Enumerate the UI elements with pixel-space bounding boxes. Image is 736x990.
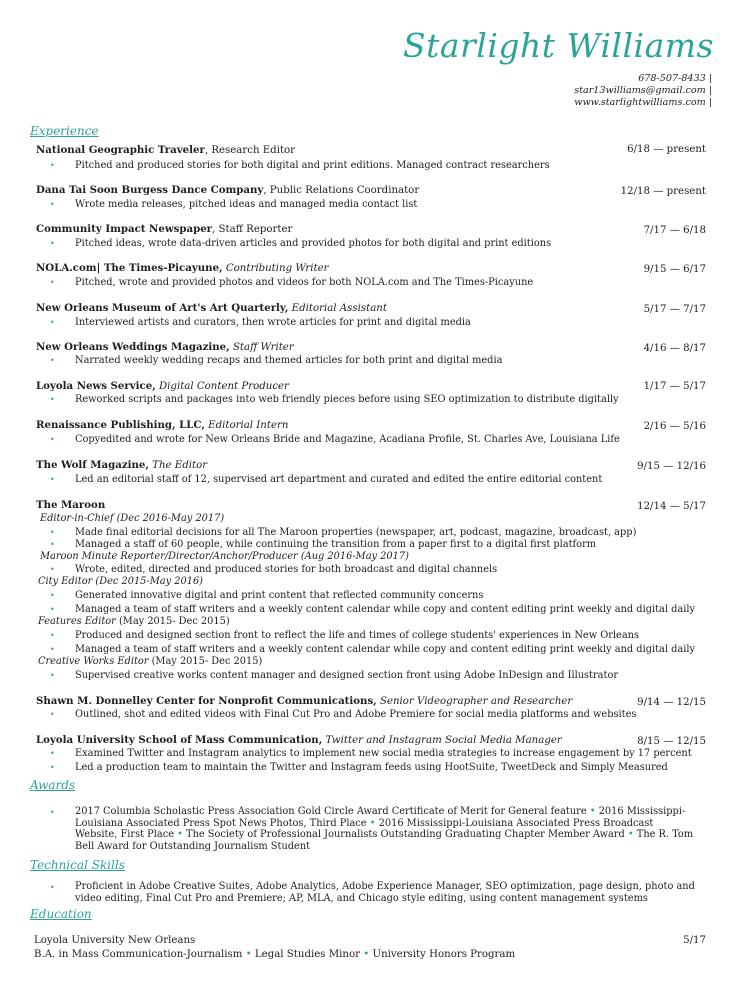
contact-email: star13williams@gmail.com | xyxy=(574,85,712,96)
job-title xyxy=(36,419,288,431)
job-title xyxy=(36,695,572,707)
contact-phone: 678-507-8433 | xyxy=(638,73,712,84)
job-role: Digital Content Producer xyxy=(155,381,289,392)
skills-bullet: • xyxy=(50,883,55,892)
education-date: 5/17 xyxy=(683,935,706,946)
education-degree-line: B.A. in Mass Communication-Journalism • Legal Studies Minor • University Honors Program xyxy=(34,949,516,960)
section-heading-education: Education xyxy=(30,907,92,921)
contact-website: www.starlightwilliams.com | xyxy=(574,97,712,108)
maroon-role-title: Creative Works Editor (May 2015- Dec 2015) xyxy=(38,656,263,667)
job-title xyxy=(36,302,387,314)
job-date: 1/17 — 5/17 xyxy=(643,381,706,392)
job-org: The Maroon xyxy=(36,499,106,511)
job-role: Editorial Intern xyxy=(204,420,289,431)
job-title xyxy=(36,499,105,511)
job-date: 9/14 — 12/15 xyxy=(637,697,706,708)
skills-text: Proficient in Adobe Creative Suites, Adobe Analytics, Adobe Experience Manager, SEO optimization, page design, photo and video editing, Final Cut Pro and Premiere; AP, MLA, and Chicago style editing, using content management systems xyxy=(75,881,695,904)
job-org: Community Impact Newspaper xyxy=(36,223,213,235)
education-school: Loyola University New Orleans xyxy=(34,935,196,946)
section-heading-awards: Awards xyxy=(30,778,76,792)
section-heading-experience: Experience xyxy=(30,124,99,138)
job-date: 7/17 — 6/18 xyxy=(643,225,706,236)
job-date: 8/15 — 12/15 xyxy=(637,736,706,747)
section-heading-technical-skills: Technical Skills xyxy=(30,858,125,872)
awards-text: 2017 Columbia Scholastic Press Association Gold Circle Award Certificate of Merit for General feature • 2016 Mississippi-Louisiana Associated Press Spot News Photos, Third Place • 2016 Mississippi-Louisiana Associated Press Broadcast Website, First Place • The Society of Professional Journalists Outstanding Graduating Chapter Member Award • The R. Tom Bell Award for Outstanding Journalism Student xyxy=(75,806,694,852)
job-role: Staff Writer xyxy=(229,342,294,353)
job-org: Loyola News Service, xyxy=(36,380,156,392)
job-role: Senior Videographer and Researcher xyxy=(376,696,573,707)
maroon-role-title: Maroon Minute Reporter/Director/Anchor/Producer (Aug 2016-May 2017) xyxy=(40,551,409,562)
job-role: , Staff Reporter xyxy=(212,224,293,235)
maroon-role-title: Editor-in-Chief (Dec 2016-May 2017) xyxy=(40,513,225,524)
job-title xyxy=(36,380,289,392)
job-org: Dana Tai Soon Burgess Dance Company xyxy=(36,184,264,196)
job-role: , Public Relations Coordinator xyxy=(263,185,420,196)
job-org: Shawn M. Donnelley Center for Nonprofit Communications, xyxy=(36,695,377,707)
resume-page: Starlight Williams 678-507-8433 | star13williams@gmail.com | www.starlightwilliams.com | Experience National Geographic Traveler, Research Editor 6/18 — present • Pitched and produced stories for both digital and print editions. Managed contract researchers Dana Tai Soon Burgess Dance Company, Public Relations Coordinator 12/18 — present • Wrote media releases, pitched ideas and managed media contact list Community Impact Newspaper, Staff Reporter 7/17 — 6/18 • Pitched ideas, wrote data-driven articles and provided photos for both digital and print editions NOLA.com| The Times-Picayune, Contributing Writer 9/15 — 6/17 • Pitched, wrote and provided photos and videos for both NOLA.com and The Times-Picayune New Orleans Museum of Art's Art Quarterly, Editorial Assistant 5/17 — 7/17 • Interviewed artists and curators, then wrote articles for print and digital media New Orleans Weddings Magazine, Staff Writer 4/16 — 8/17 • Narrated weekly wedding recaps and themed articles for both print and digital media Loyola News Service, Digital Content Producer 1/17 — 5/17 • Reworked scripts and packages into web friendly pieces before using SEO optimization to distribute digitally Renaissance Publishing, LLC, Editorial Intern 2/16 — 5/16 • Copyedited and wrote for New Orleans Bride and Magazine, Acadiana Profile, St. Charles Ave, Louisiana Life The Wolf Magazine, The Editor 9/15 — 12/16 • Led an editorial staff of 12, supervised art department and curated and edited the entire editorial content The Maroon 12/14 — 5/17 Editor-in-Chief (Dec 2016-May 2017) • Made final editorial decisions for all The Maroon properties (newspaper, art, podcast, magazine, broadcast, app) • Managed a staff of 60 people, while continuing the transition from a paper first to a digital first platform Maroon Minute Reporter/Director/Anchor/Producer (Aug 2016-May 2017) • Wrote, edited, directed and produced stories for both broadcast and digital channels City Editor (Dec 2015-May 2016) • Generated innovative digital and print content that reflected community concerns • Managed a team of staff writers and a weekly content calendar while copy and content editing print weekly and digital daily Features Editor (May 2015- Dec 2015) • Produced and designed section front to reflect the life and times of college students' experiences in New Orleans • Managed a team of staff writers and a weekly content calendar while copy and content editing print weekly and digital daily Creative Works Editor (May 2015- Dec 2015) • Supervised creative works content manager and designed section front using Adobe InDesign and Illustrator Shawn M. Donnelley Center for Nonprofit Communications, Senior Videographer and Researcher 9/14 — 12/15 • Outlined, shot and edited videos with Final Cut Pro and Adobe Premiere for social media platforms and websites Loyola University School of Mass Communication, Twitter and Instagram Social Media Manager 8/15 — 12/15 • Examined Twitter and Instagram analytics to implement new social media strategies to increase engagement by 17 percent • Led a production team to maintain the Twitter and Instagram feeds using HootSuite, TweetDeck and Simply Measured Awards • 2017 Columbia Scholastic Press Association Gold Circle Award Certificate of Merit for General feature • 2016 Mississippi-Louisiana Associated Press Spot News Photos, Third Place • 2016 Mississippi-Louisiana Associated Press Broadcast Website, First Place • The Society of Professional Journalists Outstanding Graduating Chapter Member Award • The R. Tom Bell Award for Outstanding Journalism Student Technical Skills • Proficient in Adobe Creative Suites, Adobe Analytics, Adobe Experience Manager, SEO optimization, page design, photo and video editing, Final Cut Pro and Premiere; AP, MLA, and Chicago style editing, using content management systems Education Loyola University New Orleans 5/17 B.A. in Mass Communication-Journalism • Legal Studies Minor • University Honors Program xyxy=(30,26,714,960)
job-title xyxy=(36,734,562,746)
job-org: New Orleans Museum of Art's Art Quarterly, xyxy=(36,302,289,314)
job-role: Editorial Assistant xyxy=(288,303,387,314)
job-date: 12/18 — present xyxy=(620,186,706,197)
job-role: Contributing Writer xyxy=(222,263,329,274)
job-org: National Geographic Traveler xyxy=(36,144,205,156)
job-org: New Orleans Weddings Magazine, xyxy=(36,341,230,353)
job-org: Loyola University School of Mass Communication, xyxy=(36,734,323,746)
job-title xyxy=(36,184,419,196)
job-title xyxy=(36,144,295,156)
job-date: 6/18 — present xyxy=(627,144,706,155)
job-date: 5/17 — 7/17 xyxy=(643,304,706,315)
job-date: 2/16 — 5/16 xyxy=(643,421,706,432)
job-title xyxy=(36,223,292,235)
job-date: 12/14 — 5/17 xyxy=(637,501,706,512)
job-date: 4/16 — 8/17 xyxy=(643,343,706,354)
job-org: NOLA.com| The Times-Picayune, xyxy=(36,262,223,274)
awards-bullet: • xyxy=(50,808,55,817)
job-role: Twitter and Instagram Social Media Manager xyxy=(322,735,562,746)
job-role: The Editor xyxy=(148,460,208,471)
job-title xyxy=(36,262,328,274)
contact-block xyxy=(574,73,712,109)
job-title xyxy=(36,341,294,353)
job-date: 9/15 — 6/17 xyxy=(643,264,706,275)
maroon-role-title: City Editor (Dec 2015-May 2016) xyxy=(38,576,203,587)
job-title xyxy=(36,459,207,471)
job-date: 9/15 — 12/16 xyxy=(637,461,706,472)
maroon-role-title: Features Editor (May 2015- Dec 2015) xyxy=(38,616,230,627)
resume-name: Starlight Williams xyxy=(402,26,714,65)
job-org: The Wolf Magazine, xyxy=(36,459,149,471)
job-org: Renaissance Publishing, LLC, xyxy=(36,419,205,431)
job-role: , Research Editor xyxy=(204,145,296,156)
